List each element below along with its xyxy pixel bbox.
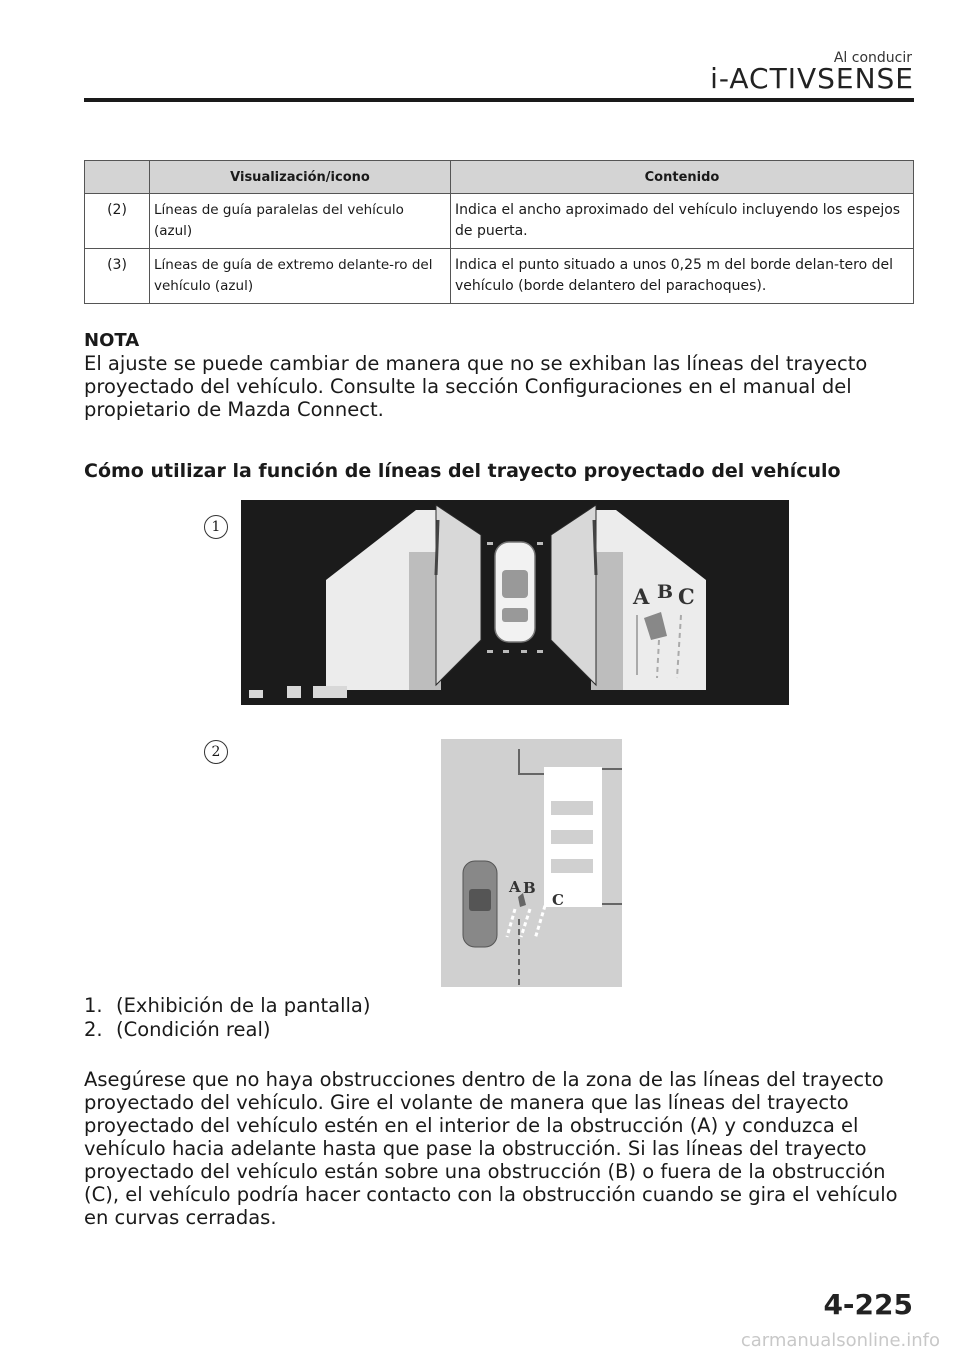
header-rule xyxy=(84,98,914,102)
list-item-number: 1. xyxy=(84,994,103,1017)
label-c: C xyxy=(552,891,564,909)
header-section-label: Al conducir xyxy=(833,50,912,66)
table-cell-num: (3) xyxy=(85,249,150,304)
table-cell-num: (2) xyxy=(85,194,150,249)
table-header-visual: Visualización/icono xyxy=(150,161,451,194)
label-b: B xyxy=(657,581,674,603)
nota-text: El ajuste se puede cambiar de manera que no se exhiban las líneas del trayecto proyectado del vehículo. Consulte la sección Configuraciones en el manual del propietario de Mazda Connect. xyxy=(84,352,868,421)
vehicle-icon xyxy=(463,861,497,947)
header-title: i-ACTIVSENSE xyxy=(710,62,914,95)
label-c: C xyxy=(678,584,695,609)
table-row xyxy=(85,194,914,249)
info-table xyxy=(84,160,914,304)
section-heading: Cómo utilizar la función de líneas del trayecto proyectado del vehículo xyxy=(84,460,841,482)
table-header-row xyxy=(85,161,914,194)
label-a: A xyxy=(633,584,650,609)
table-header-content: Contenido xyxy=(451,161,914,194)
list-item-text: (Condición real) xyxy=(116,1018,271,1041)
table-header-num xyxy=(85,161,150,194)
display-screen-figure xyxy=(241,500,789,705)
nota-label: NOTA xyxy=(84,330,140,351)
watermark: carmanualsonline.info xyxy=(740,1330,940,1351)
list-item-number: 2. xyxy=(84,1018,103,1041)
table-cell-content: Indica el punto situado a unos 0,25 m del borde delan-tero del vehículo (borde delantero del parachoques). xyxy=(451,249,914,304)
table-cell-visual: Líneas de guía de extremo delante-ro del vehículo (azul) xyxy=(150,249,451,304)
list-item xyxy=(84,994,370,1018)
actual-condition-figure xyxy=(441,739,622,987)
vehicle-icon xyxy=(495,542,535,642)
list-item xyxy=(84,1018,370,1042)
table-cell-visual: Líneas de guía paralelas del vehículo (azul) xyxy=(150,194,451,249)
figure-legend-list xyxy=(84,994,370,1042)
label-a: A xyxy=(509,878,521,896)
callout-1: 1 xyxy=(204,515,228,539)
callout-2: 2 xyxy=(204,740,228,764)
table-cell-content: Indica el ancho aproximado del vehículo incluyendo los espejos de puerta. xyxy=(451,194,914,249)
list-item-text: (Exhibición de la pantalla) xyxy=(116,994,371,1017)
instruction-paragraph: Asegúrese que no haya obstrucciones dentro de la zona de las líneas del trayecto proyectado del vehículo. Gire el volante de manera que las líneas del trayecto proyectado del vehículo estén en el interior de la obstrucción (A) y conduzca el vehículo hacia adelante hasta que pase la obstrucción. Si las líneas del trayecto proyectado del vehículo están sobre una obstrucción (B) o fuera de la obstrucción (C), el vehículo podría hacer contacto con la obstrucción cuando se gira el vehículo en curvas cerradas. xyxy=(84,1068,898,1229)
page-number: 4-225 xyxy=(823,1288,913,1321)
table-row xyxy=(85,249,914,304)
label-b: B xyxy=(523,879,536,897)
